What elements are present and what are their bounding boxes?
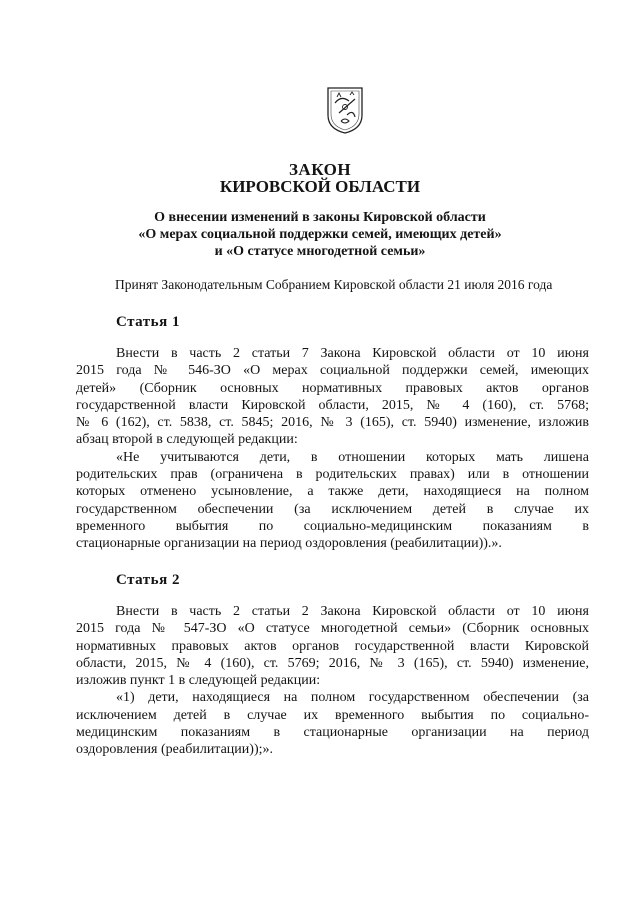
text-line: 2015 года № 546-ЗО «О мерах социальной поддержки семей, имеющих [76, 363, 589, 379]
text-line: изложив пункт 1 в следующей редакции: [76, 673, 321, 689]
text-line: исключением детей в случае их временного выбытия по социально- [76, 707, 589, 723]
text-line: государственной власти Кировской области, 2015, № 4 (160), ст. 5768; [76, 397, 589, 413]
text-line: родительских прав (ограничена в родительских правах) или в отношении [76, 467, 589, 483]
law-region: КИРОВСКОЙ ОБЛАСТИ [219, 177, 421, 196]
law-title: ЗАКОН [288, 160, 352, 179]
coat-of-arms-icon [325, 85, 365, 135]
article-2-heading: Статья 2 [116, 572, 180, 588]
text-line: Внести в часть 2 статьи 7 Закона Кировской области от 10 июня [116, 346, 589, 361]
text-line: оздоровления (реабилитации));». [76, 742, 273, 758]
text-line: государственном обеспечении (за исключением детей в случае их [76, 501, 589, 517]
article-1-body [76, 345, 589, 553]
text-line: абзац второй в следующей редакции: [76, 432, 298, 448]
text-line: «1) дети, находящиеся на полном государственном обеспечении (за [116, 690, 589, 706]
text-line: «Не учитываются дети, в отношении которых мать лишена [116, 449, 589, 465]
law-subtitle-line: О внесении изменений в законы Кировской области [154, 210, 486, 225]
text-line: Внести в часть 2 статьи 2 Закона Кировской области от 10 июня [116, 604, 589, 619]
adoption-note: Принят Законодательным Собранием Кировской области 21 июля 2016 года [115, 277, 553, 292]
text-line: временного выбытия по социально-медицинским показаниям в [76, 518, 589, 534]
text-line: области, 2015, № 4 (160), ст. 5769; 2016, № 3 (165), ст. 5940) изменение, [76, 655, 589, 671]
text-line: стационарные организации на период оздоровления (реабилитации)).». [76, 536, 502, 552]
text-line: медицинским показаниям в стационарные организации на период [76, 725, 589, 741]
article-2-body [76, 603, 589, 759]
text-line: детей» (Сборник основных нормативных правовых актов органов [76, 380, 589, 396]
text-line: 2015 года № 547-ЗО «О статусе многодетной семьи» (Сборник основных [76, 621, 589, 637]
article-1-heading: Статья 1 [116, 314, 180, 330]
text-line: № 6 (162), ст. 5838, ст. 5845; 2016, № 3 (165), ст. 5940) изменение, изложив [76, 415, 589, 431]
law-subtitle-line: «О мерах социальной поддержки семей, имеющих детей» [138, 227, 502, 242]
text-line: нормативных правовых актов органов государственной власти Кировской [76, 638, 589, 654]
law-subtitle-line: и «О статусе многодетной семьи» [214, 244, 426, 259]
text-line: которых отменено усыновление, а также дети, находящиеся на полном [76, 484, 589, 500]
